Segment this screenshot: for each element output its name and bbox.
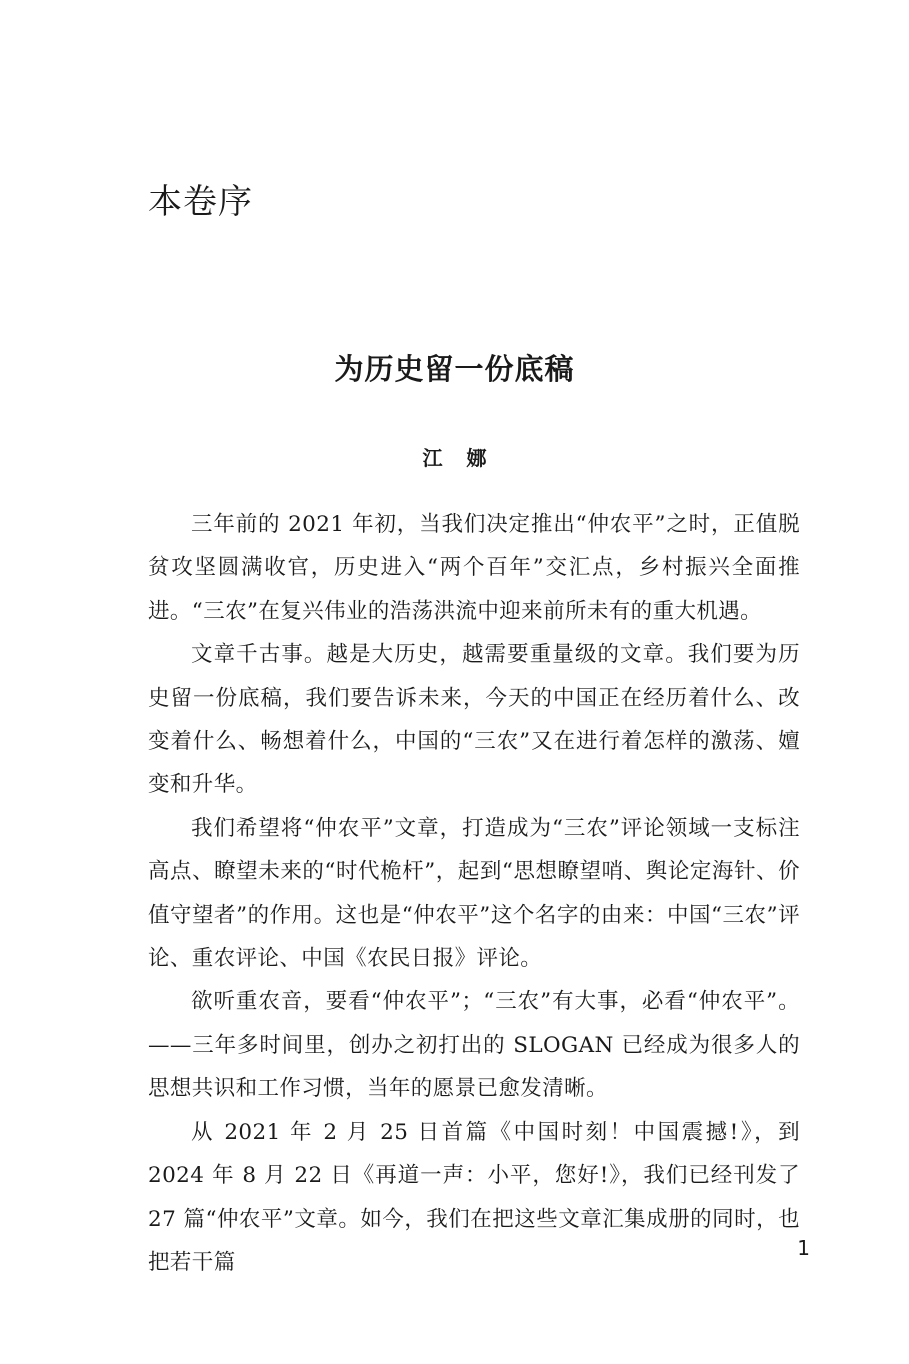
page-number: 1 [797,1236,810,1260]
paragraph-5: 从 2021 年 2 月 25 日首篇《中国时刻！中国震撼!》，到 2024 年 8 月 22 日《再道一声：小平，您好!》，我们已经刊发了 27 篇“仲农平”文章。如今，我们在把这些文章汇集成册的同时，也把若干篇 [148,1119,800,1275]
paragraph-3: 我们希望将“仲农平”文章，打造成为“三农”评论领域一支标注高点、瞭望未来的“时代桅杆”，起到“思想瞭望哨、舆论定海针、价值守望者”的作用。这也是“仲农平”这个名字的由来：中国“三农”评论、重农评论、中国《农民日报》评论。 [148,815,800,972]
author-name-first: 江 [422,446,443,470]
paragraph-2: 文章千古事。越是大历史，越需要重量级的文章。我们要为历史留一份底稿，我们要告诉未来，今天的中国正在经历着什么、改变着什么、畅想着什么，中国的“三农”又在进行着怎样的激荡、嬗变和升华。 [148,642,800,798]
author-name-second: 娜 [466,446,487,470]
paragraph-1: 三年前的 2021 年初，当我们决定推出“仲农平”之时，正值脱贫攻坚圆满收官，历史进入“两个百年”交汇点，乡村振兴全面推进。“三农”在复兴伟业的浩荡洪流中迎来前所未有的重大机遇。 [148,512,800,624]
body-text [148,503,800,1284]
author-name [0,446,909,470]
article-title: 为历史留一份底稿 [334,352,575,386]
paragraph-4: 欲听重农音，要看“仲农平”；“三农”有大事，必看“仲农平”。——三年多时间里，创办之初打出的 SLOGAN 已经成为很多人的思想共识和工作习惯，当年的愿景已愈发清晰。 [148,989,800,1102]
volume-title: 本卷序 [148,182,253,222]
